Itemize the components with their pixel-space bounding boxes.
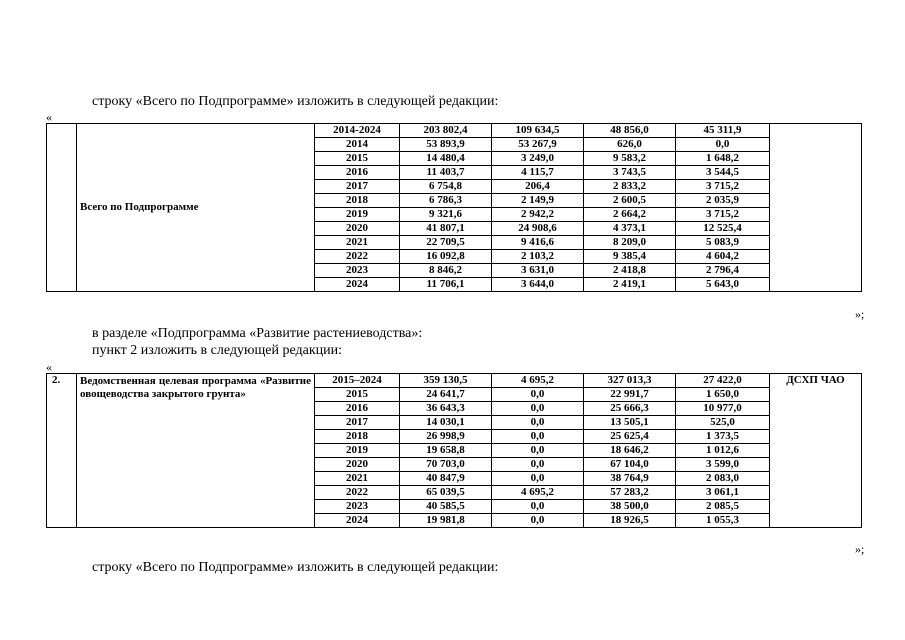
value-cell: 9 385,4 xyxy=(584,250,676,264)
value-cell: 12 525,4 xyxy=(676,222,770,236)
year-cell: 2020 xyxy=(315,458,400,472)
year-cell: 2017 xyxy=(315,180,400,194)
value-cell: 41 807,1 xyxy=(400,222,492,236)
value-cell: 203 802,4 xyxy=(400,124,492,138)
value-cell: 45 311,9 xyxy=(676,124,770,138)
value-cell: 0,0 xyxy=(492,416,584,430)
paragraph-item: пункт 2 изложить в следующей редакции: xyxy=(92,343,342,358)
value-cell: 3 715,2 xyxy=(676,208,770,222)
value-cell: 40 847,9 xyxy=(400,472,492,486)
value-cell: 1 055,3 xyxy=(676,514,770,528)
value-cell: 25 625,4 xyxy=(584,430,676,444)
value-cell: 5 643,0 xyxy=(676,278,770,292)
value-cell: 53 267,9 xyxy=(492,138,584,152)
close-quote-2: »; xyxy=(855,542,865,556)
subprogram-total-table xyxy=(46,123,862,292)
value-cell: 48 856,0 xyxy=(584,124,676,138)
year-cell: 2018 xyxy=(315,430,400,444)
value-cell: 9 321,6 xyxy=(400,208,492,222)
table-row xyxy=(47,374,862,388)
value-cell: 24 908,6 xyxy=(492,222,584,236)
year-cell: 2018 xyxy=(315,194,400,208)
open-quote-1: « xyxy=(46,110,52,124)
value-cell: 11 403,7 xyxy=(400,166,492,180)
year-cell: 2021 xyxy=(315,236,400,250)
year-cell: 2017 xyxy=(315,416,400,430)
value-cell: 8 846,2 xyxy=(400,264,492,278)
value-cell: 57 283,2 xyxy=(584,486,676,500)
year-cell: 2015 xyxy=(315,388,400,402)
value-cell: 626,0 xyxy=(584,138,676,152)
value-cell: 109 634,5 xyxy=(492,124,584,138)
paragraph-section: в разделе «Подпрограмма «Развитие растениеводства»: xyxy=(92,326,423,341)
value-cell: 38 764,9 xyxy=(584,472,676,486)
value-cell: 40 585,5 xyxy=(400,500,492,514)
value-cell: 19 981,8 xyxy=(400,514,492,528)
value-cell: 2 833,2 xyxy=(584,180,676,194)
value-cell: 11 706,1 xyxy=(400,278,492,292)
year-cell: 2019 xyxy=(315,444,400,458)
open-quote-2: « xyxy=(46,360,52,374)
value-cell: 4 373,1 xyxy=(584,222,676,236)
value-cell: 6 754,8 xyxy=(400,180,492,194)
value-cell: 0,0 xyxy=(492,458,584,472)
value-cell: 3 544,5 xyxy=(676,166,770,180)
value-cell: 18 646,2 xyxy=(584,444,676,458)
value-cell: 3 249,0 xyxy=(492,152,584,166)
value-cell: 2 035,9 xyxy=(676,194,770,208)
value-cell: 2 600,5 xyxy=(584,194,676,208)
value-cell: 22 991,7 xyxy=(584,388,676,402)
year-cell: 2015 xyxy=(315,152,400,166)
program-table xyxy=(46,373,862,528)
row-label: Всего по Подпрограмме xyxy=(77,124,315,292)
program-name: Ведомственная целевая программа «Развитие овощеводства закрытого грунта» xyxy=(77,374,315,528)
value-cell: 38 500,0 xyxy=(584,500,676,514)
year-cell: 2021 xyxy=(315,472,400,486)
value-cell: 525,0 xyxy=(676,416,770,430)
value-cell: 3 631,0 xyxy=(492,264,584,278)
value-cell: 2 796,4 xyxy=(676,264,770,278)
empty-cell xyxy=(47,124,77,292)
paragraph-outro: строку «Всего по Подпрограмме» изложить в следующей редакции: xyxy=(92,560,499,575)
value-cell: 8 209,0 xyxy=(584,236,676,250)
value-cell: 4 115,7 xyxy=(492,166,584,180)
table-row xyxy=(47,124,862,138)
value-cell: 24 641,7 xyxy=(400,388,492,402)
value-cell: 2 419,1 xyxy=(584,278,676,292)
value-cell: 22 709,5 xyxy=(400,236,492,250)
value-cell: 3 743,5 xyxy=(584,166,676,180)
year-cell: 2022 xyxy=(315,486,400,500)
value-cell: 2 664,2 xyxy=(584,208,676,222)
paragraph-intro: строку «Всего по Подпрограмме» изложить в следующей редакции: xyxy=(92,94,499,109)
close-quote-1: »; xyxy=(855,307,865,321)
value-cell: 27 422,0 xyxy=(676,374,770,388)
value-cell: 1 648,2 xyxy=(676,152,770,166)
value-cell: 13 505,1 xyxy=(584,416,676,430)
value-cell: 26 998,9 xyxy=(400,430,492,444)
value-cell: 14 030,1 xyxy=(400,416,492,430)
value-cell: 9 583,2 xyxy=(584,152,676,166)
value-cell: 1 650,0 xyxy=(676,388,770,402)
year-cell: 2023 xyxy=(315,264,400,278)
value-cell: 9 416,6 xyxy=(492,236,584,250)
value-cell: 0,0 xyxy=(492,514,584,528)
value-cell: 2 103,2 xyxy=(492,250,584,264)
year-cell: 2016 xyxy=(315,402,400,416)
value-cell: 4 604,2 xyxy=(676,250,770,264)
value-cell: 18 926,5 xyxy=(584,514,676,528)
value-cell: 6 786,3 xyxy=(400,194,492,208)
value-cell: 2 942,2 xyxy=(492,208,584,222)
value-cell: 327 013,3 xyxy=(584,374,676,388)
value-cell: 0,0 xyxy=(492,444,584,458)
year-cell: 2023 xyxy=(315,500,400,514)
value-cell: 25 666,3 xyxy=(584,402,676,416)
value-cell: 3 644,0 xyxy=(492,278,584,292)
value-cell: 16 092,8 xyxy=(400,250,492,264)
value-cell: 0,0 xyxy=(492,430,584,444)
year-cell: 2016 xyxy=(315,166,400,180)
empty-cell xyxy=(770,124,862,292)
year-cell: 2014 xyxy=(315,138,400,152)
value-cell: 0,0 xyxy=(492,472,584,486)
value-cell: 3 599,0 xyxy=(676,458,770,472)
value-cell: 70 703,0 xyxy=(400,458,492,472)
value-cell: 4 695,2 xyxy=(492,486,584,500)
item-number: 2. xyxy=(47,374,77,528)
year-cell: 2024 xyxy=(315,278,400,292)
year-cell: 2024 xyxy=(315,514,400,528)
year-cell: 2014-2024 xyxy=(315,124,400,138)
value-cell: 206,4 xyxy=(492,180,584,194)
value-cell: 359 130,5 xyxy=(400,374,492,388)
year-cell: 2020 xyxy=(315,222,400,236)
value-cell: 4 695,2 xyxy=(492,374,584,388)
value-cell: 0,0 xyxy=(676,138,770,152)
value-cell: 53 893,9 xyxy=(400,138,492,152)
value-cell: 10 977,0 xyxy=(676,402,770,416)
executor-cell: ДСХП ЧАО xyxy=(770,374,862,528)
year-cell: 2019 xyxy=(315,208,400,222)
value-cell: 5 083,9 xyxy=(676,236,770,250)
value-cell: 0,0 xyxy=(492,402,584,416)
value-cell: 0,0 xyxy=(492,388,584,402)
value-cell: 1 373,5 xyxy=(676,430,770,444)
value-cell: 36 643,3 xyxy=(400,402,492,416)
value-cell: 2 149,9 xyxy=(492,194,584,208)
value-cell: 2 083,0 xyxy=(676,472,770,486)
value-cell: 14 480,4 xyxy=(400,152,492,166)
value-cell: 1 012,6 xyxy=(676,444,770,458)
value-cell: 65 039,5 xyxy=(400,486,492,500)
value-cell: 2 418,8 xyxy=(584,264,676,278)
value-cell: 67 104,0 xyxy=(584,458,676,472)
value-cell: 2 085,5 xyxy=(676,500,770,514)
year-cell: 2015–2024 xyxy=(315,374,400,388)
value-cell: 0,0 xyxy=(492,500,584,514)
value-cell: 19 658,8 xyxy=(400,444,492,458)
year-cell: 2022 xyxy=(315,250,400,264)
value-cell: 3 715,2 xyxy=(676,180,770,194)
value-cell: 3 061,1 xyxy=(676,486,770,500)
